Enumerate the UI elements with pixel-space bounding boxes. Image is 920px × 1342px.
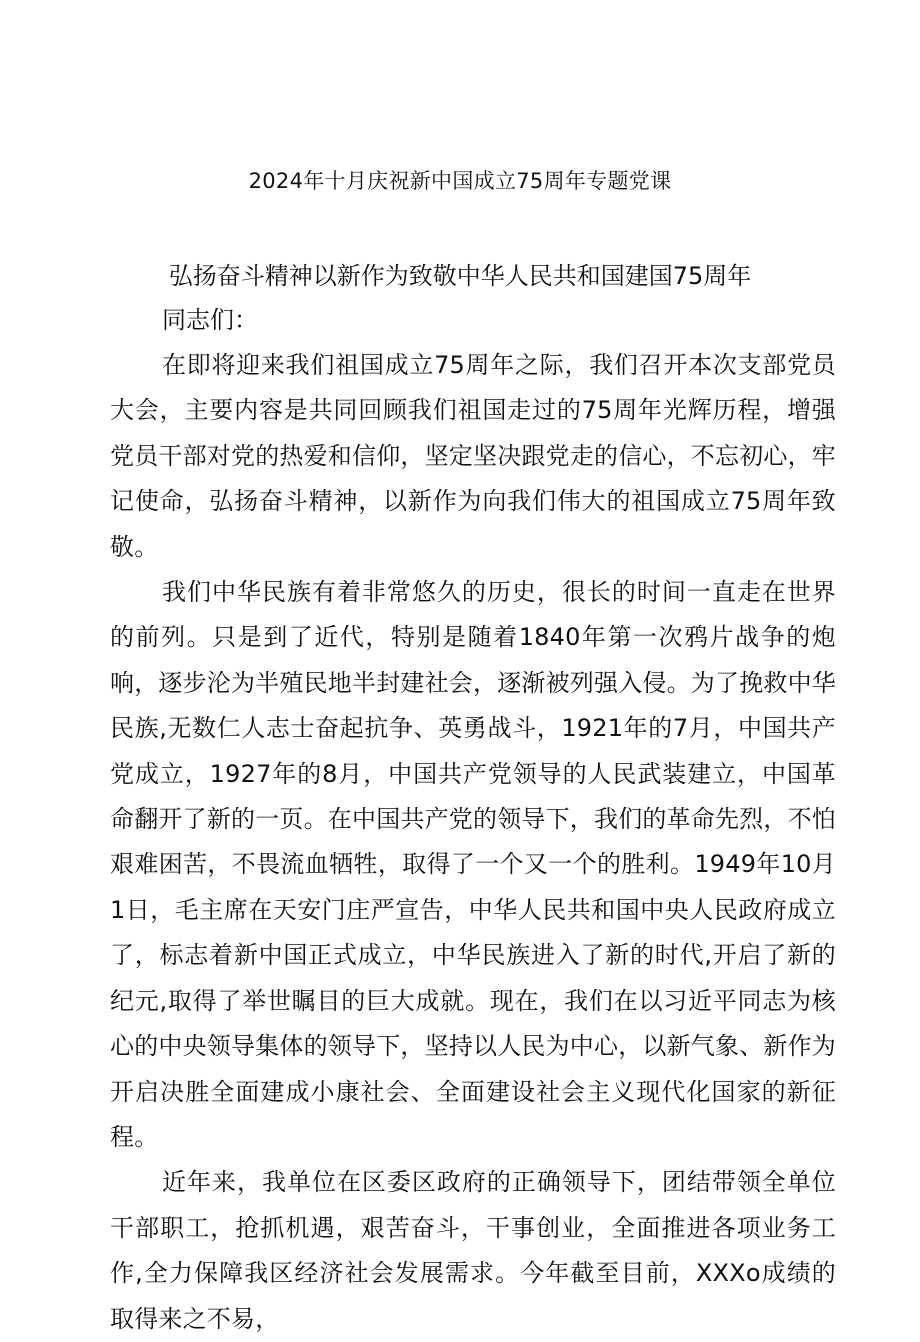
paragraph-1: 在即将迎来我们祖国成立75周年之际，我们召开本次支部党员大会，主要内容是共同回顾我们祖国走过的75周年光辉历程，增强党员干部对党的热爱和信仰，坚定坚决跟党走的信心，不忘初心，牢记使命，弘扬奋斗精神，以新作为向我们伟大的祖国成立75周年致敬。: [110, 351, 836, 561]
document-title: 2024年十月庆祝新中国成立75周年专题党课: [248, 169, 672, 193]
paragraph-2: 我们中华民族有着非常悠久的历史，很长的时间一直走在世界的前列。只是到了近代，特别是随着1840年第一次鸦片战争的炮响，逐步沦为半殖民地半封建社会，逐渐被列强入侵。为了挽救中华民族,无数仁人志士奋起抗争、英勇战斗，1921年的7月，中国共产党成立，1927年的8月，中国共产党领导的人民武装建立，中国革命翻开了新的一页。在中国共产党的领导下，我们的革命先烈，不怕艰难困苦，不畏流血牺牲，取得了一个又一个的胜利。1949年10月1日，毛主席在天安门庄严宣告，中华人民共和国中央人民政府成立了，标志着新中国正式成立，中华民族进入了新的时代,开启了新的纪元,取得了举世瞩目的巨大成就。现在，我们在以习近平同志为核心的中央领导集体的领导下，坚持以人民为中心，以新气象、新作为开启决胜全面建成小康社会、全面建设社会主义现代化国家的新征程。: [110, 578, 836, 1151]
document-subtitle: 弘扬奋斗精神以新作为致敬中华人民共和国建国75周年: [168, 262, 752, 290]
salutation: 同志们：: [162, 306, 258, 334]
paragraph-3: 近年来，我单位在区委区政府的正确领导下，团结带领全单位干部职工，抢抓机遇，艰苦奋斗，干事创业，全面推进各项业务工作,全力保障我区经济社会发展需求。今年截至目前，XXXo成绩的取得来之不易，: [110, 1168, 836, 1333]
document-body: [110, 298, 836, 1342]
